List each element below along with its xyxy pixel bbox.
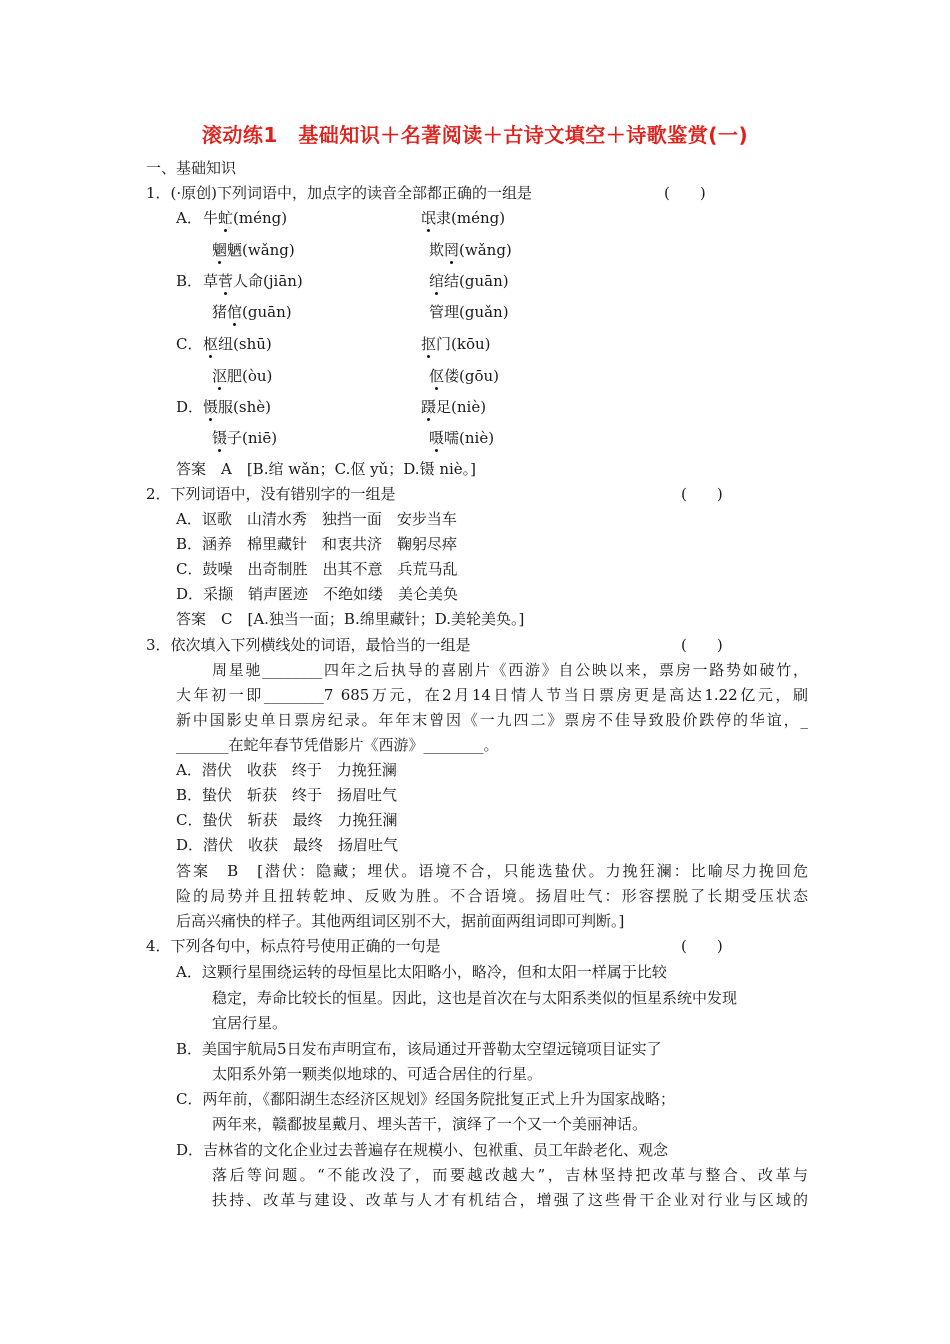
q3-option-c: C．蛰伏 斩获 最终 力挽狂澜 <box>176 811 398 829</box>
q2-answer-paren: ( ) <box>681 485 723 503</box>
q4-option-d-line: 扶持、改革与建设、改革与人才有机结合，增强了这些骨干企业对行业与区域的 <box>212 1191 808 1209</box>
q2-option-d: D．采撷 销声匿迹 不绝如缕 美仑美奂 <box>176 585 459 603</box>
q4-option-c-line: 两年来，赣鄱披星戴月、埋头苦干，演绎了一个又一个美丽神话。 <box>212 1115 648 1133</box>
q4-option-c-line: C．两年前，《鄱阳湖生态经济区规划》经国务院批复正式上升为国家战略； <box>176 1090 675 1108</box>
q1-option-c-word2: 抠门(kōu) <box>421 335 491 353</box>
q4-option-a-line: 稳定，寿命比较长的恒星。因此，这也是首次在与太阳系类似的恒星系统中发现 <box>212 989 738 1007</box>
q4-option-d-line: 落后等问题。“不能改没了，而要越改越大”，吉林坚持把改革与整合、改革与 <box>212 1166 808 1184</box>
q1-option-b-word2: 绾结(guān) <box>429 272 509 290</box>
q3-answer-paren: ( ) <box>681 636 723 654</box>
q1-option-d-word2: 蹑足(niè) <box>421 398 487 416</box>
q3-option-b: B．蛰伏 斩获 终于 扬眉吐气 <box>176 786 398 804</box>
q1-option-b-word3: 猪倌(guān) <box>212 303 292 321</box>
q2-option-a: A．讴歌 山清水秀 独挡一面 安步当车 <box>176 510 457 528</box>
q1-option-a-word1: 牛虻(méng) <box>203 209 288 227</box>
q1-option-d-word1: 慑服(shè) <box>203 398 271 416</box>
q2-option-b: B．涵养 棉里藏针 和衷共济 鞠躬尽瘁 <box>176 535 458 553</box>
q1-option-a-word3: 魍魉(wǎng) <box>212 241 295 259</box>
q1-option-c-word3: 沤肥(òu) <box>212 367 273 385</box>
q1-option-d-label: D． <box>176 398 204 416</box>
q1-option-b-label: B． <box>176 272 203 290</box>
q4-answer-paren: ( ) <box>681 937 723 955</box>
q1-option-d-word3: 镊子(niē) <box>212 429 278 447</box>
q1-option-c-word4: 伛偻(gōu) <box>429 367 500 385</box>
q1-option-c-word1: 枢纽(shū) <box>203 335 272 353</box>
page-title: 滚动练1 基础知识＋名著阅读＋古诗文填空＋诗歌鉴赏(一) <box>201 123 749 147</box>
q1-stem: 1．(·原创)下列词语中，加点字的读音全部都正确的一组是 <box>146 184 533 202</box>
q1-option-b-word1: 草菅人命(jiān) <box>203 272 303 290</box>
q4-option-b-line: 太阳系外第一颗类似地球的、可适合居住的行星。 <box>212 1065 543 1083</box>
q4-option-b-line: B．美国宇航局5日发布声明宣布，该局通过开普勒太空望远镜项目证实了 <box>176 1040 662 1058</box>
q3-passage-line: 周星驰________四年之后执导的喜剧片《西游》自公映以来，票房一路势如破竹， <box>212 661 808 679</box>
q3-passage-line: 新中国影史单日票房纪录。年年末曾因《一九四二》票房不佳导致股价跌停的华谊，_ <box>176 711 808 729</box>
q3-passage-line: 大年初一即________7 685万元，在2月14日情人节当日票房更是高达1.22亿元，刷 <box>176 686 808 704</box>
q1-option-a-word4: 欺罔(wǎng) <box>429 241 512 259</box>
q2-stem: 2．下列词语中，没有错别字的一组是 <box>146 485 396 503</box>
q4-option-d-line: D．吉林省的文化企业过去普遍存在规模小、包袱重、员工年龄老化、观念 <box>176 1141 669 1159</box>
q1-option-b-word4: 管理(guǎn) <box>429 303 509 321</box>
q4-option-a-line: 宜居行星。 <box>212 1014 288 1032</box>
q2-option-c: C．鼓噪 出奇制胜 出其不意 兵荒马乱 <box>176 560 458 578</box>
q4-option-a-line: A．这颗行星围绕运转的母恒星比太阳略小，略冷，但和太阳一样属于比较 <box>176 963 667 981</box>
q1-option-c-label: C． <box>176 335 203 353</box>
q1-answer: 答案 A [B.绾 wǎn；C.伛 yǔ；D.镊 niè。] <box>176 460 477 478</box>
q3-passage-line: _______在蛇年春节凭借影片《西游》________。 <box>176 736 499 754</box>
q3-answer-line: 险的局势并且扭转乾坤、反败为胜。不合语境。扬眉吐气：形容摆脱了长期受压状态 <box>176 887 808 905</box>
q1-option-d-word4: 嗫嚅(niè) <box>429 429 495 447</box>
q1-option-a-label: A． <box>176 209 202 227</box>
q4-stem: 4．下列各句中，标点符号使用正确的一句是 <box>146 937 441 955</box>
q3-answer-line: 答案 B [潜伏：隐藏；埋伏。语境不合，只能选蛰伏。力挽狂澜：比喻尽力挽回危 <box>176 862 808 880</box>
section-heading: 一、基础知识 <box>146 159 237 177</box>
q3-stem: 3．依次填入下列横线处的词语，最恰当的一组是 <box>146 636 471 654</box>
q1-option-a-word2: 氓隶(méng) <box>421 209 506 227</box>
q3-option-a: A．潜伏 收获 终于 力挽狂澜 <box>176 761 397 779</box>
q2-answer: 答案 C [A.独当一面；B.绵里藏针；D.美轮美奂。] <box>176 610 525 628</box>
q3-answer-line: 后高兴痛快的样子。其他两组词区别不大，据前面两组词即可判断。] <box>176 912 625 930</box>
q3-option-d: D．潜伏 收获 最终 扬眉吐气 <box>176 836 399 854</box>
q1-answer-paren: ( ) <box>664 184 706 202</box>
